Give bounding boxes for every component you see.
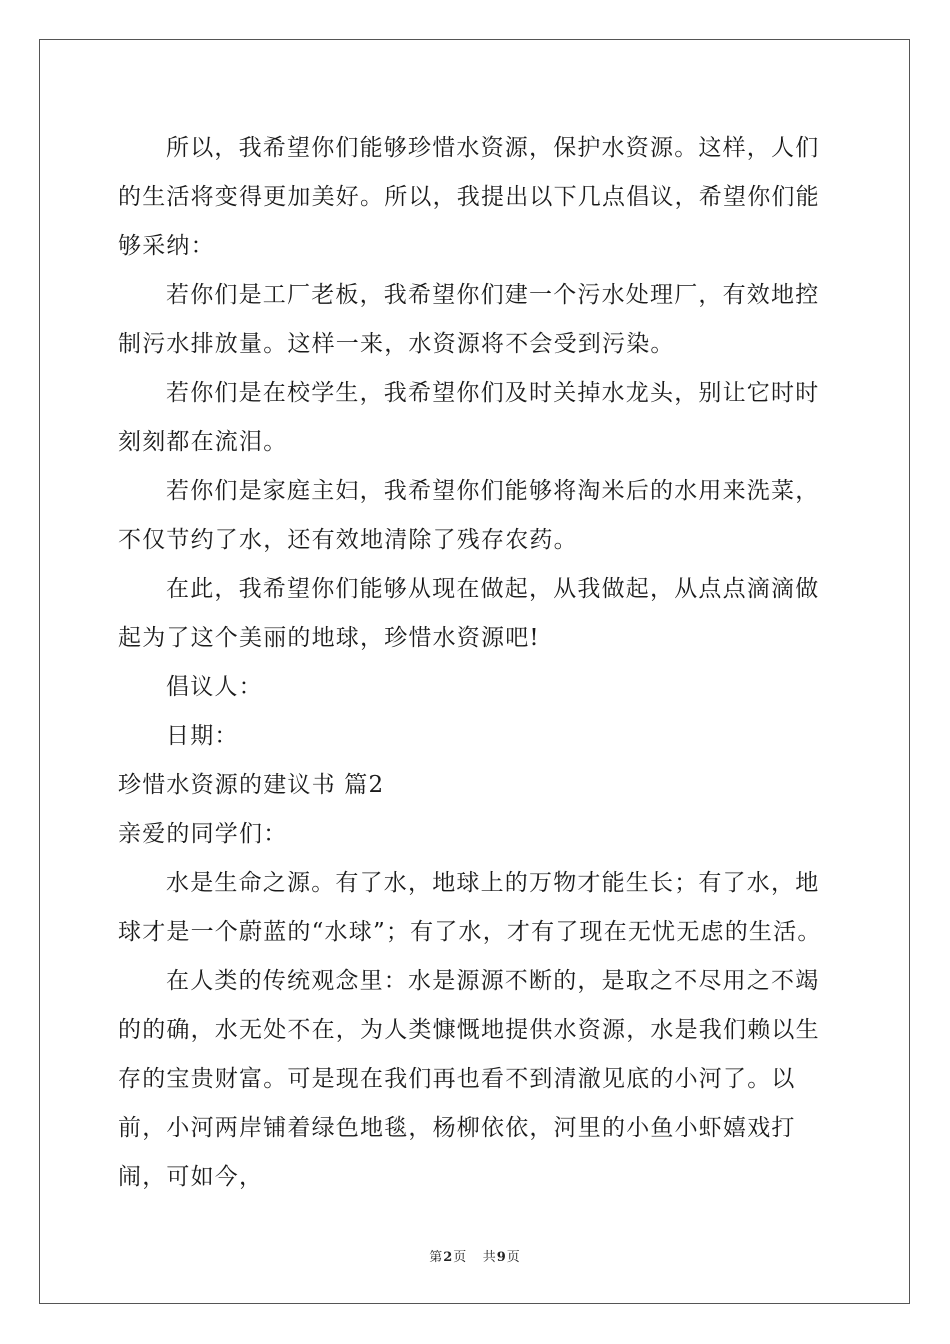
page-footer (0, 1246, 950, 1265)
paragraph: 水是生命之源。有了水，地球上的万物才能生长；有了水，地球才是一个蔚蓝的“水球”；有了水，才有了现在无忧无虑的生活。 (118, 870, 822, 945)
section-heading: 珍惜水资源的建议书 篇2 (118, 772, 385, 798)
date-label: 日期： (166, 723, 239, 749)
salutation: 亲爱的同学们： (118, 821, 288, 847)
signature-label: 倡议人： (166, 674, 263, 700)
footer-total-prefix: 共 (482, 1250, 497, 1265)
footer-page-suffix: 页 (453, 1250, 468, 1265)
paragraph: 若你们是工厂老板，我希望你们建一个污水处理厂，有效地控制污水排放量。这样一来，水资源将不会受到污染。 (118, 282, 820, 357)
paragraph: 若你们是在校学生，我希望你们及时关掉水龙头，别让它时时刻刻都在流泪。 (118, 380, 820, 455)
paragraph: 在人类的传统观念里：水是源源不断的，是取之不尽用之不竭的的确，水无处不在，为人类慷慨地提供水资源，水是我们赖以生存的宝贵财富。可是现在我们再也看不到清澈见底的小河了。以前，小河两岸铺着绿色地毯，杨柳依依，河里的小鱼小虾嬉戏打闹，可如今， (118, 968, 820, 1190)
paragraph: 若你们是家庭主妇，我希望你们能够将淘米后的水用来洗菜，不仅节约了水，还有效地清除了残存农药。 (118, 478, 820, 553)
footer-total-suffix: 页 (506, 1250, 521, 1265)
footer-page-number: 2 (443, 1250, 454, 1265)
document-body (118, 124, 834, 1202)
paragraph: 所以，我希望你们能够珍惜水资源，保护水资源。这样，人们的生活将变得更加美好。所以，我提出以下几点倡议，希望你们能够采纳： (118, 135, 820, 259)
footer-total-pages: 9 (496, 1250, 507, 1265)
footer-prefix: 第 (429, 1250, 444, 1265)
paragraph: 在此，我希望你们能够从现在做起，从我做起，从点点滴滴做起为了这个美丽的地球，珍惜水资源吧! (118, 576, 820, 651)
